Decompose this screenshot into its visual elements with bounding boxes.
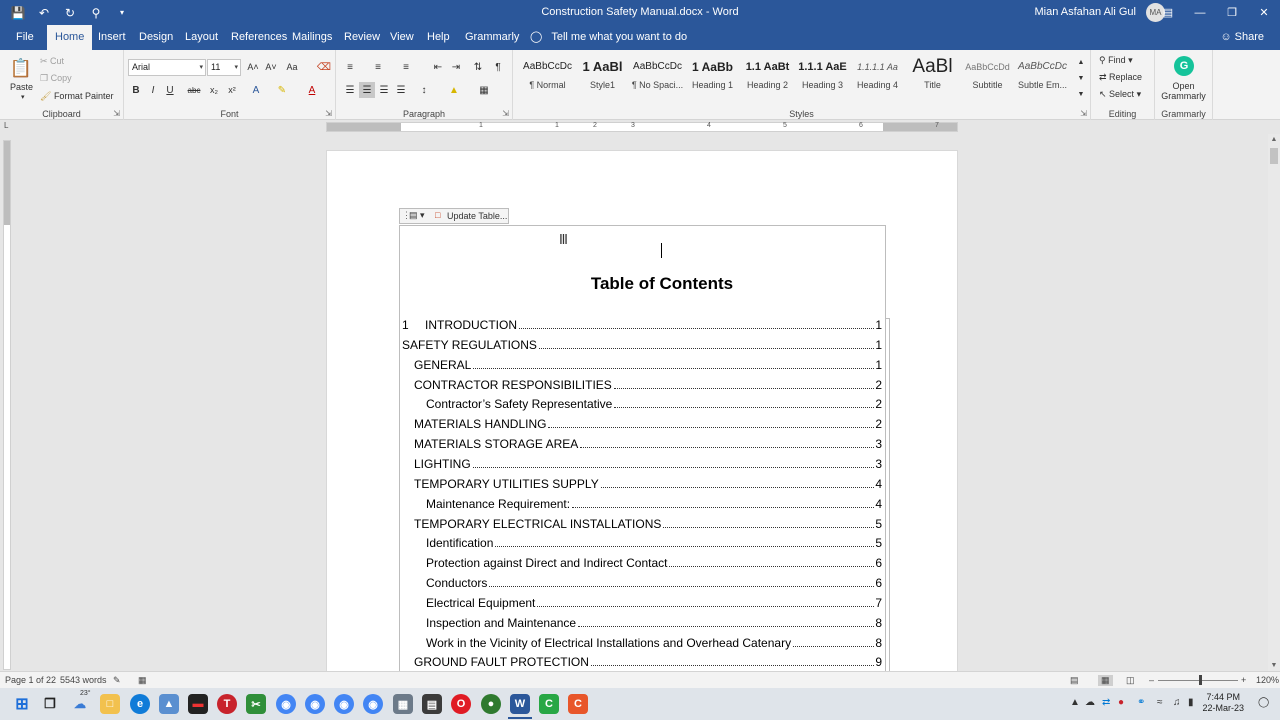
paste-icon[interactable]: 📋 bbox=[9, 57, 33, 78]
proofing-icon[interactable]: ✎ bbox=[113, 675, 121, 685]
grammarly-group bbox=[1155, 50, 1213, 120]
toc-entry-page: 1 bbox=[875, 318, 882, 332]
toc-entry-page: 2 bbox=[875, 417, 882, 431]
toc-entry[interactable] bbox=[402, 317, 882, 332]
underline-button[interactable]: U bbox=[166, 84, 174, 96]
antivirus-icon[interactable]: ● bbox=[1118, 697, 1125, 708]
font-launcher-icon[interactable]: ⇲ bbox=[325, 109, 332, 118]
toc-entry-label: Maintenance Requirement: bbox=[426, 497, 571, 511]
clock-time: 7:44 PM bbox=[1206, 692, 1240, 702]
toc-entry-leader bbox=[548, 427, 874, 428]
line-spacing-icon[interactable]: ↕ bbox=[421, 84, 427, 96]
tell-me-search[interactable]: ◯ Tell me what you want to do bbox=[530, 31, 688, 43]
toc-entry-label: MATERIALS STORAGE AREA bbox=[414, 437, 579, 451]
select-button[interactable]: ↖ Select ▾ bbox=[1099, 89, 1142, 99]
vertical-ruler[interactable] bbox=[3, 140, 11, 670]
toc-entry-label: CONTRACTOR RESPONSIBILITIES bbox=[414, 378, 612, 392]
toc-entry-label: Identification bbox=[426, 536, 494, 550]
toc-entry-label: INTRODUCTION bbox=[425, 318, 517, 332]
toc-entry[interactable] bbox=[414, 476, 882, 491]
calculator-icon[interactable]: ▦ bbox=[393, 694, 413, 714]
font-name-combo[interactable]: Arial ▾ bbox=[128, 59, 206, 76]
shrink-font-button[interactable]: A˅ bbox=[265, 62, 277, 72]
toc-entry-label: SAFETY REGULATIONS bbox=[402, 338, 537, 352]
toc-entry-label: GROUND FAULT PROTECTION bbox=[414, 655, 589, 669]
terminal-icon[interactable]: ▤ bbox=[422, 694, 442, 714]
toc-entry[interactable] bbox=[414, 377, 882, 392]
system-clock[interactable] bbox=[1202, 692, 1244, 714]
toc-entry-label: Work in the Vicinity of Electrical Installations and Overhead Catenary bbox=[426, 636, 792, 650]
print-layout-icon[interactable]: ▦ bbox=[1098, 675, 1113, 686]
tab-help[interactable]: Help bbox=[427, 31, 450, 43]
paragraph-launcher-icon[interactable]: ⇲ bbox=[502, 109, 509, 118]
camtasia-orange-icon[interactable]: C bbox=[568, 694, 588, 714]
restore-icon[interactable]: ❐ bbox=[1227, 7, 1237, 19]
toc-entry-leader bbox=[614, 407, 874, 408]
horizontal-ruler[interactable] bbox=[326, 122, 958, 132]
font-size-combo[interactable]: 11 ▾ bbox=[207, 59, 241, 76]
tab-references[interactable]: References bbox=[231, 31, 288, 43]
ibeam-cursor-icon: Ⅲ bbox=[559, 233, 568, 248]
toc-entry-page: 3 bbox=[875, 437, 882, 451]
toc-entry-leader bbox=[495, 546, 874, 547]
paintbrush-icon: 🖌 bbox=[40, 91, 54, 101]
toc-entry-page: 6 bbox=[875, 556, 882, 570]
highlight-icon[interactable]: ✎ bbox=[277, 84, 287, 96]
toc-entry-page: 3 bbox=[875, 457, 882, 471]
word-icon[interactable]: W bbox=[510, 694, 530, 714]
media-app-icon[interactable]: ▬ bbox=[188, 694, 208, 714]
grow-font-button[interactable]: A˄ bbox=[247, 62, 259, 72]
style-no-spacing[interactable]: AaBbCcDc ¶ No Spaci... bbox=[631, 61, 684, 90]
ribbon-tab-bar bbox=[0, 25, 1280, 50]
green-app-icon[interactable]: ● bbox=[481, 694, 501, 714]
borders-icon[interactable]: ▦ bbox=[479, 84, 489, 96]
editing-group bbox=[1091, 50, 1155, 120]
opera-icon[interactable]: O bbox=[451, 694, 471, 714]
paragraph-group-label: Paragraph bbox=[402, 109, 446, 119]
network-app-icon[interactable]: ⇄ bbox=[1102, 697, 1111, 708]
show-hidden-icons-icon[interactable]: ▲ bbox=[1070, 697, 1080, 708]
toc-entry[interactable] bbox=[414, 416, 882, 431]
style-heading-3[interactable]: 1.1.1 AaE Heading 3 bbox=[798, 61, 847, 90]
toc-entry-page: 7 bbox=[875, 596, 882, 610]
grammarly-icon[interactable]: G bbox=[1174, 56, 1194, 76]
toc-entry-page: 1 bbox=[875, 338, 882, 352]
align-center-icon[interactable]: ☰ bbox=[359, 82, 375, 98]
toc-entry-page: 9 bbox=[875, 655, 882, 669]
window-title: Construction Safety Manual.docx - Word bbox=[541, 6, 739, 18]
toc-entry-leader bbox=[473, 467, 875, 468]
toc-entry-leader bbox=[591, 665, 874, 666]
subscript-button[interactable]: x₂ bbox=[210, 85, 218, 95]
styles-more-icon[interactable]: ▼ bbox=[1077, 90, 1085, 98]
clear-formatting-icon[interactable]: ⌫ bbox=[316, 61, 332, 73]
strikethrough-button[interactable]: abc bbox=[187, 85, 201, 95]
align-left-icon[interactable]: ☰ bbox=[345, 84, 355, 96]
toc-entry-label: Contractor’s Safety Representative bbox=[426, 397, 613, 411]
sort-icon[interactable]: ⇅ bbox=[473, 61, 483, 73]
snip-app-icon[interactable]: ✂ bbox=[246, 694, 266, 714]
tab-grammarly[interactable]: Grammarly bbox=[465, 31, 520, 43]
italic-button[interactable]: I bbox=[151, 84, 155, 96]
tab-view[interactable]: View bbox=[390, 31, 414, 43]
toc-control-toolbar bbox=[399, 208, 509, 224]
toc-entry[interactable] bbox=[414, 357, 882, 372]
clock-date: 22-Mar-23 bbox=[1202, 703, 1244, 713]
toc-entry-page: 1 bbox=[875, 358, 882, 372]
page-count[interactable]: Page 1 of 22 bbox=[5, 675, 57, 685]
style-subtle-emphasis[interactable]: AaBbCcDc Subtle Em... bbox=[1017, 61, 1068, 90]
paste-dropdown-icon[interactable]: ▾ bbox=[21, 94, 25, 101]
numbering-icon[interactable]: ≡ bbox=[375, 61, 381, 73]
style-title[interactable]: AaBl Title bbox=[912, 56, 953, 90]
style-heading-2[interactable]: 1.1 AaBt Heading 2 bbox=[745, 61, 790, 90]
show-formatting-icon[interactable]: ¶ bbox=[495, 61, 501, 73]
taskbar bbox=[0, 688, 1280, 720]
weather-icon[interactable]: ☁ bbox=[74, 697, 86, 711]
update-table-icon[interactable]: □ bbox=[435, 210, 441, 220]
change-case-button[interactable]: Aa bbox=[286, 62, 298, 72]
zoom-slider-handle[interactable] bbox=[1199, 675, 1202, 685]
toc-entry-leader bbox=[578, 626, 874, 627]
ribbon-display-options-icon[interactable]: ▤ bbox=[1162, 7, 1174, 19]
update-table-button[interactable]: Update Table... bbox=[447, 211, 508, 221]
toc-entry[interactable] bbox=[402, 337, 882, 352]
superscript-button[interactable]: x² bbox=[228, 85, 236, 95]
toc-entry-page: 8 bbox=[875, 636, 882, 650]
toc-entry[interactable] bbox=[414, 654, 882, 669]
copy-button[interactable]: ❐ Copy bbox=[40, 73, 72, 83]
toc-entry-leader bbox=[663, 527, 874, 528]
toc-entry-leader bbox=[793, 646, 874, 647]
decrease-indent-icon[interactable]: ⇤ bbox=[433, 61, 443, 73]
ribbon bbox=[0, 50, 1280, 120]
style-style1[interactable]: 1 AaBl Style1 bbox=[582, 59, 623, 90]
vertical-scrollbar[interactable] bbox=[1268, 134, 1280, 671]
scissors-icon: ✂ bbox=[40, 56, 51, 66]
toc-entry-label: TEMPORARY UTILITIES SUPPLY bbox=[414, 477, 599, 491]
avatar[interactable]: MA bbox=[1146, 3, 1165, 22]
toc-entry-leader bbox=[614, 388, 875, 389]
scroll-down-icon[interactable]: ▼ bbox=[1270, 662, 1278, 669]
microphone-icon[interactable]: ⚭ bbox=[1137, 697, 1146, 708]
tab-selector-icon[interactable]: L bbox=[4, 121, 9, 130]
tab-review[interactable]: Review bbox=[344, 31, 381, 43]
clipboard-launcher-icon[interactable]: ⇲ bbox=[113, 109, 120, 118]
toc-entry-page: 6 bbox=[875, 576, 882, 590]
font-group bbox=[124, 50, 336, 120]
close-icon[interactable]: ✕ bbox=[1259, 7, 1269, 19]
font-color-icon[interactable]: A bbox=[308, 84, 316, 96]
text-effects-icon[interactable]: A bbox=[252, 84, 260, 96]
increase-indent-icon[interactable]: ⇥ bbox=[451, 61, 461, 73]
window-controls bbox=[1152, 0, 1280, 25]
undo-icon[interactable]: ↶ bbox=[38, 5, 50, 20]
toc-entry-page: 4 bbox=[875, 477, 882, 491]
tab-insert[interactable]: Insert bbox=[98, 31, 126, 43]
macro-recording-icon[interactable]: ▦ bbox=[138, 675, 147, 685]
toc-entry-label: LIGHTING bbox=[414, 457, 471, 471]
replace-button[interactable]: ⇄ Replace bbox=[1099, 72, 1143, 82]
style-subtitle[interactable]: AaBbCcDd Subtitle bbox=[965, 62, 1010, 90]
styles-group bbox=[513, 50, 1091, 120]
chrome-profile-3-icon[interactable]: ◉ bbox=[363, 694, 383, 714]
bullets-icon[interactable]: ≡ bbox=[347, 61, 353, 73]
zoom-in-button[interactable]: + bbox=[1241, 675, 1247, 685]
toc-entry[interactable] bbox=[426, 635, 882, 650]
toc-entry[interactable] bbox=[414, 516, 882, 531]
find-button[interactable]: ⚲ Find ▾ bbox=[1099, 55, 1133, 65]
toc-entry[interactable] bbox=[414, 456, 882, 471]
task-view-icon[interactable]: ❐ bbox=[44, 696, 56, 711]
ruler-number: 3 bbox=[631, 122, 635, 129]
toc-entry-page: 2 bbox=[875, 397, 882, 411]
tab-file[interactable]: File bbox=[16, 31, 34, 43]
open-grammarly-button[interactable]: Open Grammarly bbox=[1161, 81, 1206, 101]
toc-entry-page: 5 bbox=[875, 536, 882, 550]
clipboard-group bbox=[0, 50, 124, 120]
toc-entry[interactable] bbox=[426, 595, 882, 610]
volume-icon[interactable]: ♫ bbox=[1173, 697, 1181, 708]
notifications-icon[interactable]: ◯ bbox=[1258, 697, 1270, 708]
customize-qat-icon[interactable]: ▾ bbox=[119, 8, 124, 17]
camtasia-green-icon[interactable]: C bbox=[539, 694, 559, 714]
align-right-icon[interactable]: ☰ bbox=[379, 84, 389, 96]
copy-icon: ❐ bbox=[40, 73, 51, 83]
shading-icon[interactable]: ▲ bbox=[449, 84, 459, 96]
toc-entry[interactable] bbox=[426, 496, 882, 511]
photos-icon[interactable]: ▲ bbox=[159, 694, 179, 714]
read-mode-icon[interactable]: ▤ bbox=[1070, 675, 1079, 685]
paragraph-group bbox=[336, 50, 513, 120]
temperature: 23° bbox=[80, 690, 91, 697]
paste-button[interactable]: Paste bbox=[10, 82, 34, 92]
replace-icon: ⇄ bbox=[1099, 72, 1110, 82]
toc-entry[interactable] bbox=[426, 535, 882, 550]
style-heading-4[interactable]: 1.1.1.1 Aa Heading 4 bbox=[856, 62, 899, 90]
tab-layout[interactable]: Layout bbox=[185, 31, 219, 43]
scroll-up-icon[interactable]: ▲ bbox=[1270, 136, 1278, 143]
styles-launcher-icon[interactable]: ⇲ bbox=[1080, 109, 1087, 118]
wifi-icon[interactable]: ≈ bbox=[1157, 697, 1163, 708]
justify-icon[interactable]: ☰ bbox=[396, 84, 406, 96]
ruler-number: 5 bbox=[783, 122, 787, 129]
scroll-thumb[interactable] bbox=[1270, 148, 1278, 164]
toc-entry[interactable] bbox=[426, 555, 882, 570]
styles-group-label: Styles bbox=[789, 109, 814, 119]
cut-button[interactable]: ✂ Cut bbox=[40, 56, 65, 66]
toc-entry[interactable] bbox=[426, 615, 882, 630]
clipboard-group-label: Clipboard bbox=[42, 109, 81, 119]
onedrive-icon[interactable]: ☁ bbox=[1085, 697, 1095, 708]
toc-entry[interactable] bbox=[414, 436, 882, 451]
tab-mailings[interactable]: Mailings bbox=[292, 31, 333, 43]
toc-entry-label: TEMPORARY ELECTRICAL INSTALLATIONS bbox=[414, 517, 662, 531]
format-painter-button[interactable]: 🖌 Format Painter bbox=[40, 91, 114, 101]
ruler-number: 7 bbox=[935, 122, 939, 129]
chrome-profile-2-icon[interactable]: ◉ bbox=[334, 694, 354, 714]
toc-entry-leader bbox=[580, 447, 874, 448]
toc-entry-label: MATERIALS HANDLING bbox=[414, 417, 547, 431]
toc-entry-leader bbox=[539, 348, 874, 349]
toc-entry-number: 1 bbox=[402, 318, 409, 332]
file-explorer-icon[interactable]: □ bbox=[100, 694, 120, 714]
move-handle-icon[interactable]: ⋮ bbox=[402, 210, 411, 220]
word-count[interactable]: 5543 words bbox=[60, 675, 107, 685]
grammarly-group-label: Grammarly bbox=[1161, 109, 1206, 119]
multilevel-list-icon[interactable]: ≡ bbox=[403, 61, 409, 73]
toc-entry-page: 8 bbox=[875, 616, 882, 630]
zoom-level[interactable]: 120% bbox=[1256, 675, 1280, 685]
toc-entry-leader bbox=[537, 606, 874, 607]
toc-entry-label: GENERAL bbox=[414, 358, 472, 372]
chrome-icon[interactable]: ◉ bbox=[276, 694, 296, 714]
ruler-number: 1 bbox=[555, 122, 559, 129]
toc-entry-leader bbox=[669, 566, 874, 567]
toc-entry-label: Protection against Direct and Indirect Contact bbox=[426, 556, 668, 570]
web-layout-icon[interactable]: ◫ bbox=[1126, 675, 1135, 685]
toc-entry-leader bbox=[601, 487, 875, 488]
print-preview-icon[interactable]: ⚲ bbox=[91, 5, 101, 20]
minimize-icon[interactable]: — bbox=[1194, 6, 1206, 19]
ruler-number: 1 bbox=[479, 122, 483, 129]
user-name[interactable]: Mian Asfahan Ali Gul bbox=[1034, 6, 1136, 18]
zoom-out-button[interactable]: – bbox=[1149, 675, 1155, 685]
red-t-app-icon[interactable]: T bbox=[217, 694, 237, 714]
ruler-number: 6 bbox=[859, 122, 863, 129]
search-icon: ⚲ bbox=[1099, 55, 1109, 65]
toc-entry-leader bbox=[519, 328, 874, 329]
ruler-number: 4 bbox=[707, 122, 711, 129]
style-heading-1[interactable]: 1 AaBb Heading 1 bbox=[691, 60, 734, 90]
title-bar bbox=[0, 0, 1280, 25]
quick-access-toolbar bbox=[8, 4, 132, 21]
toc-entry-leader bbox=[572, 507, 874, 508]
toc-entry-leader bbox=[473, 368, 874, 369]
toc-entry[interactable] bbox=[426, 396, 882, 411]
redo-icon[interactable]: ↻ bbox=[64, 5, 76, 20]
text-caret bbox=[661, 243, 662, 258]
toc-heading[interactable]: Table of Contents bbox=[590, 274, 734, 293]
battery-icon[interactable]: ▮ bbox=[1188, 697, 1194, 708]
toc-entry-page: 5 bbox=[875, 517, 882, 531]
styles-scroll-down-icon[interactable]: ▼ bbox=[1077, 74, 1085, 82]
ruler-number: 2 bbox=[593, 122, 597, 129]
styles-scroll-up-icon[interactable]: ▲ bbox=[1077, 58, 1085, 66]
status-bar bbox=[0, 671, 1280, 688]
toc-entry-label: Conductors bbox=[426, 576, 488, 590]
share-button[interactable]: ☺ Share bbox=[1220, 31, 1264, 43]
toc-entry-page: 4 bbox=[875, 497, 882, 511]
toc-entry[interactable] bbox=[426, 575, 882, 590]
tab-design[interactable]: Design bbox=[139, 31, 174, 43]
edge-icon[interactable]: e bbox=[130, 694, 150, 714]
toc-entry-page: 2 bbox=[875, 378, 882, 392]
toc-entry-leader bbox=[489, 586, 874, 587]
editing-group-label: Editing bbox=[1108, 109, 1137, 119]
lightbulb-icon: ◯ bbox=[530, 31, 543, 43]
save-icon[interactable]: 💾 bbox=[10, 5, 26, 20]
bold-button[interactable]: B bbox=[132, 84, 140, 96]
person-icon: ☺ bbox=[1220, 31, 1232, 43]
font-group-label: Font bbox=[220, 109, 239, 119]
toc-menu-icon[interactable]: ▤ ▾ bbox=[409, 210, 425, 220]
toc-entry-label: Inspection and Maintenance bbox=[426, 616, 577, 630]
cursor-icon: ↖ bbox=[1099, 89, 1110, 99]
chrome-profile-icon[interactable]: ◉ bbox=[305, 694, 325, 714]
tab-home[interactable]: Home bbox=[47, 25, 92, 50]
toc-entry-label: Electrical Equipment bbox=[426, 596, 536, 610]
windows-start-icon[interactable]: ⊞ bbox=[15, 696, 29, 713]
zoom-slider[interactable] bbox=[1158, 680, 1238, 681]
style-normal[interactable]: AaBbCcDc ¶ Normal bbox=[523, 61, 572, 90]
